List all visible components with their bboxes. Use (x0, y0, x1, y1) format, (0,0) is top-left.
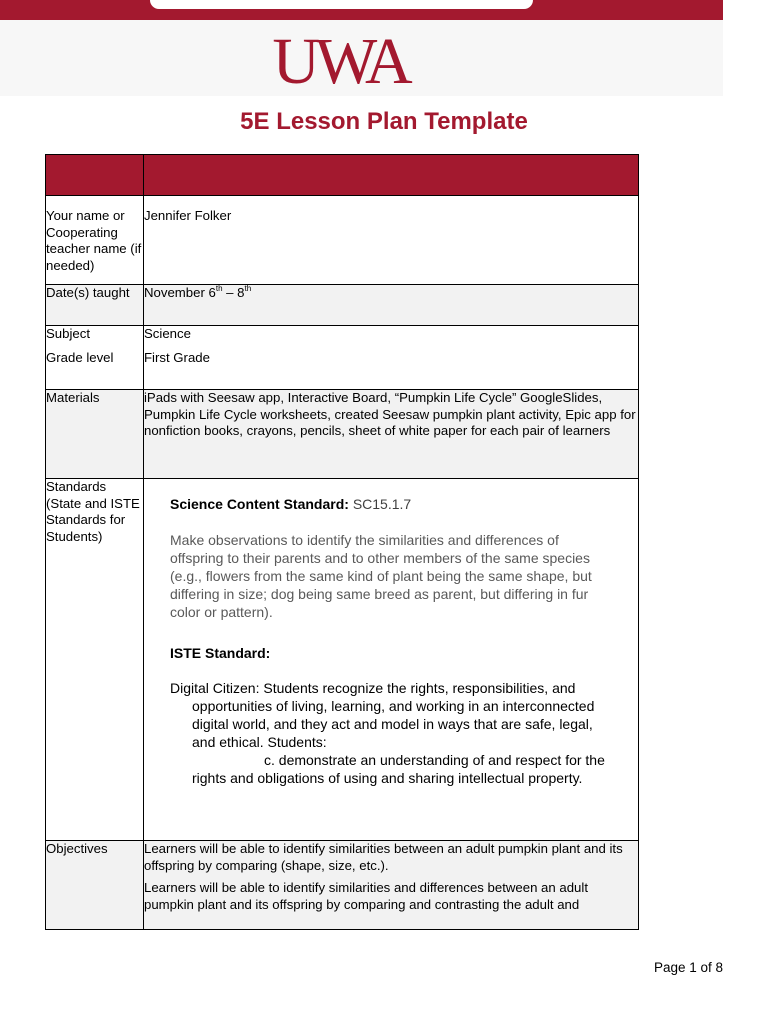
page-title: 5E Lesson Plan Template (240, 108, 528, 135)
table-row-dates (46, 285, 639, 326)
dates-label: Date(s) taught (46, 285, 144, 326)
science-standard-heading: Science Content Standard: SC15.1.7 (170, 496, 412, 512)
standards-value (144, 479, 639, 841)
objective-item: Learners will be able to identify similarities between an adult pumpkin plant and its offspring by comparing (shape, size, etc.). (144, 841, 623, 873)
subject-label: Subject (46, 326, 90, 341)
objective-item: Learners will be able to identify similarities and differences between an adult pumpkin plant and its offspring by comparing and contrasting the adult and (144, 880, 588, 912)
materials-value: iPads with Seesaw app, Interactive Board, “Pumpkin Life Cycle” GoogleSlides, Pumpkin Life Cycle worksheets, created Seesaw pumpkin plant activity, Epic app for nonfiction books, crayons, pencils, sheet of white paper for each pair of learners (144, 390, 639, 479)
standards-label: Standards (State and ISTE Standards for Students) (46, 479, 144, 841)
iste-standard-text: Digital Citizen: Students recognize the rights, responsibilities, and opportunities of living, learning, and working in an interconnected digital world, and they act and model in ways that are safe, legal, and ethical. Students: (170, 680, 595, 750)
subject-grade-value (144, 326, 639, 390)
uwa-logo: UWA (272, 25, 408, 98)
name-value: Jennifer Folker (144, 196, 639, 285)
top-bar-tab (150, 0, 533, 9)
table-row-standards (46, 479, 639, 841)
grade-value: First Grade (144, 349, 210, 365)
name-label: Your name or Cooperating teacher name (if needed) (46, 196, 144, 285)
science-standard-code: SC15.1.7 (352, 496, 412, 512)
objectives-value (144, 841, 639, 930)
grade-label: Grade level (46, 349, 114, 365)
header-cell-value (144, 155, 639, 196)
materials-label: Materials (46, 390, 144, 479)
table-header-row (46, 155, 639, 196)
iste-standard-item: c. demonstrate an understanding of and respect for the rights and obligations of using and sharing intellectual property. (192, 752, 605, 786)
table-row-objectives (46, 841, 639, 930)
objectives-label: Objectives (46, 841, 144, 930)
subject-value: Science (144, 326, 191, 341)
science-standard-text: Make observations to identify the similarities and differences of offspring to their parents and to other members of the same species (e.g., flowers from the same kind of plant being the same shape, but differing in size; dog being same breed as parent, but differing in fur color or pattern). (170, 531, 592, 620)
table-row-subject-grade (46, 326, 639, 390)
table-row-name (46, 196, 639, 285)
lesson-plan-table (45, 154, 639, 930)
iste-standard-heading: ISTE Standard: (170, 644, 271, 661)
table-row-materials (46, 390, 639, 479)
page-number: Page 1 of 8 (653, 960, 723, 975)
top-accent-bar (0, 0, 723, 20)
dates-value: November 6th – 8th (144, 285, 639, 326)
subject-grade-label (46, 326, 144, 390)
header-cell-label (46, 155, 144, 196)
